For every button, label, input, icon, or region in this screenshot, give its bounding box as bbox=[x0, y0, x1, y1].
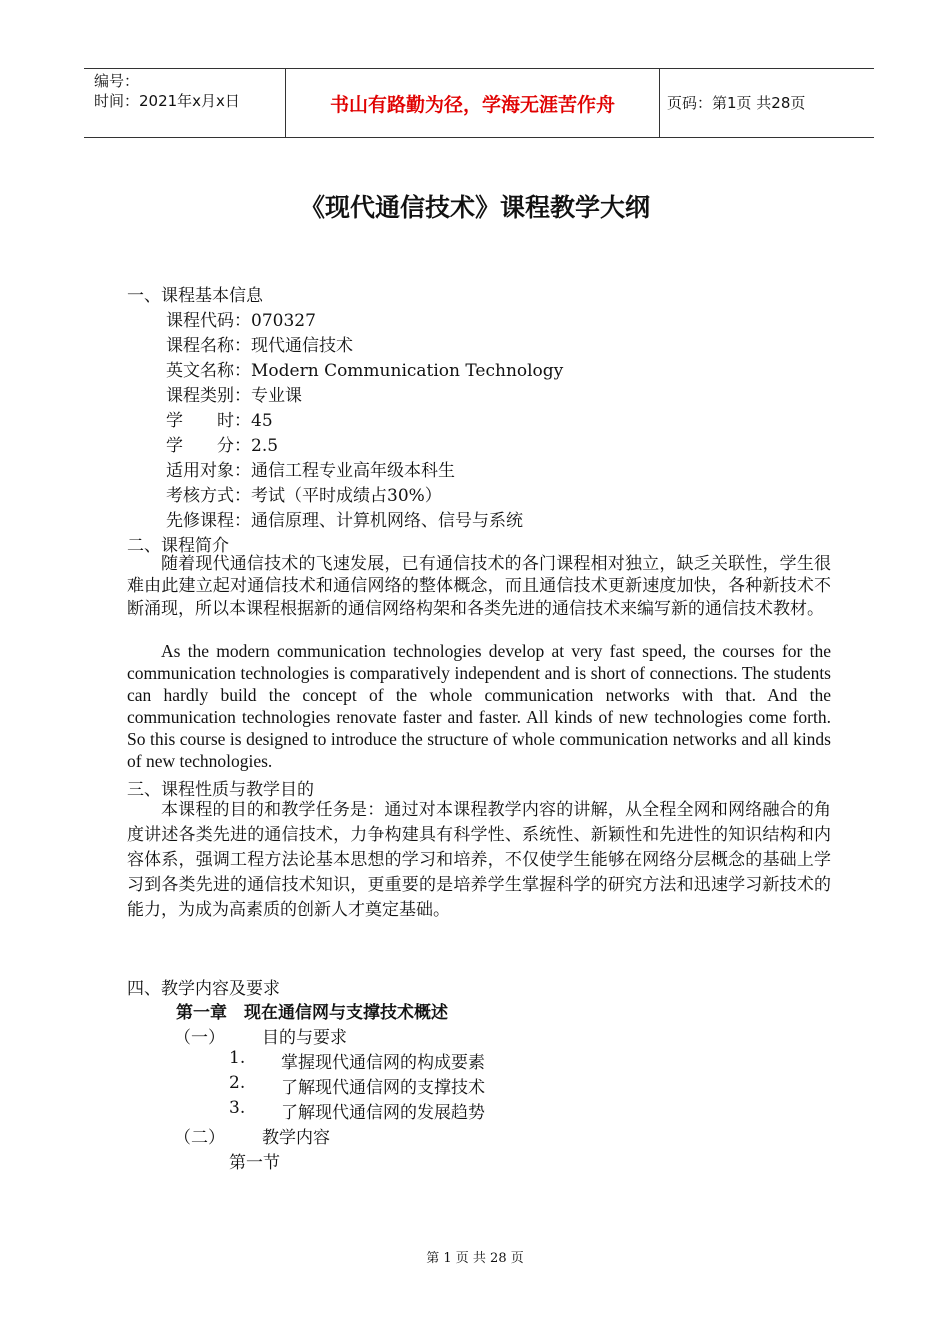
info-course-name: 课程名称：现代通信技术 bbox=[166, 336, 353, 356]
section3-heading: 三、课程性质与教学目的 bbox=[127, 780, 314, 800]
section4-heading: 四、教学内容及要求 bbox=[127, 979, 280, 999]
page-footer: 第 1 页 共 28 页 bbox=[426, 1251, 524, 1266]
info-credits: 学 分：2.5 bbox=[166, 436, 279, 456]
header-motto-cell bbox=[285, 69, 660, 137]
chapter-title: 第一章 现在通信网与支撑技术概述 bbox=[176, 1003, 448, 1023]
document-title: 《现代通信技术》课程教学大纲 bbox=[299, 193, 650, 222]
info-category: 课程类别：专业课 bbox=[166, 386, 302, 406]
req-text: 了解现代通信网的支撑技术 bbox=[281, 1078, 485, 1098]
req-text: 了解现代通信网的发展趋势 bbox=[281, 1103, 485, 1123]
info-prerequisites: 先修课程：通信原理、计算机网络、信号与系统 bbox=[166, 511, 523, 531]
info-audience: 适用对象：通信工程专业高年级本科生 bbox=[166, 461, 455, 481]
info-english-name: 英文名称：Modern Communication Technology bbox=[166, 361, 564, 381]
subsection2-label: 教学内容 bbox=[262, 1128, 330, 1148]
subsection1-label: 目的与要求 bbox=[262, 1028, 347, 1048]
section2-heading: 二、课程简介 bbox=[127, 536, 229, 556]
subsection2-number: （二） bbox=[174, 1128, 225, 1148]
purpose-paragraph bbox=[127, 798, 831, 923]
number-label: 编号： bbox=[94, 72, 140, 90]
req-number: 2. bbox=[229, 1073, 246, 1093]
purpose-text: 本课程的目的和教学任务是：通过对本课程教学内容的讲解，从全程全网和网络融合的角度讲述各类先进的通信技术，力争构建具有科学性、系统性、新颖性和先进性的知识结构和内容体系，强调工程方法论基本思想的学习和培养，不仅使学生能够在网络分层概念的基础上学习到各类先进的通信技术知识，更重要的是培养学生掌握科学的研究方法和迅速学习新技术的能力，为成为高素质的创新人才奠定基础。 bbox=[127, 800, 831, 920]
section1-heading: 一、课程基本信息 bbox=[127, 286, 263, 306]
page-header bbox=[84, 68, 874, 138]
date-line: 时间：2021年x月x日 bbox=[94, 92, 240, 110]
intro-english-paragraph bbox=[127, 640, 831, 772]
intro-chinese-text: 随着现代通信技术的飞速发展，已有通信技术的各门课程相对独立，缺乏关联性，学生很难由此建立起对通信技术和通信网络的整体概念，而且通信技术更新速度加快，各种新技术不断涌现，所以本课程根据新的通信网络构架和各类先进的通信技术来编写新的通信技术教材。 bbox=[127, 554, 831, 619]
section-label: 第一节 bbox=[229, 1153, 280, 1173]
intro-english-text: As the modern communication technologies develop at very fast speed, the courses for the communication technologies is comparatively independent and is short of connections. The students can hardly build the concept of the whole communication networks with that. And the communication technologies renovate faster and faster. All kinds of new technologies come forth. So this course is designed to introduce the structure of whole communication networks and all kinds of new technologies. bbox=[127, 641, 831, 771]
header-page-info: 页码：第1页 共28页 bbox=[667, 93, 806, 112]
info-hours: 学 时：45 bbox=[166, 411, 273, 431]
header-motto: 书山有路勤为径，学海无涯苦作舟 bbox=[329, 93, 615, 116]
info-course-code: 课程代码：070327 bbox=[166, 311, 316, 331]
req-text: 掌握现代通信网的构成要素 bbox=[281, 1053, 485, 1073]
intro-chinese-paragraph bbox=[127, 553, 831, 620]
info-assessment: 考核方式：考试（平时成绩占30%） bbox=[166, 486, 442, 506]
header-meta bbox=[84, 69, 284, 137]
subsection1-number: （一） bbox=[174, 1028, 225, 1048]
header-page-cell bbox=[659, 69, 874, 137]
req-number: 3. bbox=[229, 1098, 246, 1118]
req-number: 1. bbox=[229, 1048, 246, 1068]
